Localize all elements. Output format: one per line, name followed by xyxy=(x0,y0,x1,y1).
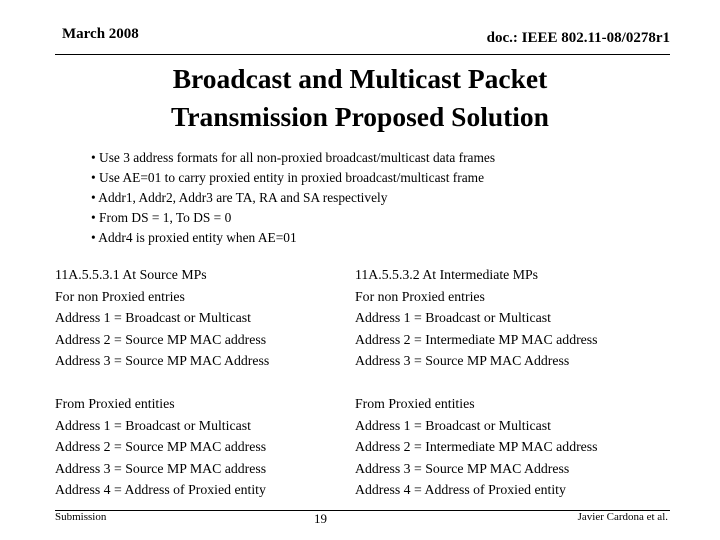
column-line: From Proxied entities xyxy=(355,396,475,411)
column-line: Address 1 = Broadcast or Multicast xyxy=(55,310,251,325)
bullet-item: • Use 3 address formats for all non-proxied broadcast/multicast data frames xyxy=(91,150,496,165)
column-line: Address 2 = Intermediate MP MAC address xyxy=(355,331,598,347)
column-line: Address 1 = Broadcast or Multicast xyxy=(355,310,551,325)
slide-title-line-2: Transmission Proposed Solution xyxy=(171,101,549,132)
column-line: Address 1 = Broadcast or Multicast xyxy=(55,417,251,433)
source-mp-column xyxy=(55,264,269,501)
column-line: Address 4 = Address of Proxied entity xyxy=(355,482,566,497)
column-line: Address 3 = Source MP MAC address xyxy=(55,460,267,476)
column-line: Address 3 = Source MP MAC Address xyxy=(355,460,570,476)
slide-title xyxy=(60,60,660,136)
column-line: For non Proxied entries xyxy=(55,288,185,304)
bullet-item: • Use AE=01 to carry proxied entity in proxied broadcast/multicast frame xyxy=(91,170,485,185)
footer-submission: Submission xyxy=(55,511,107,523)
intermediate-mp-heading: 11A.5.5.3.2 At Intermediate MPs xyxy=(355,267,539,282)
source-mp-heading: 11A.5.5.3.1 At Source MPs xyxy=(55,267,207,282)
intermediate-mp-column xyxy=(355,264,598,501)
bullet-item: • From DS = 1, To DS = 0 xyxy=(91,210,232,225)
column-line: For non Proxied entries xyxy=(355,288,485,304)
column-line: Address 3 = Source MP MAC Address xyxy=(355,353,570,368)
column-line: Address 1 = Broadcast or Multicast xyxy=(355,417,551,433)
bullet-item: • Addr1, Addr2, Addr3 are TA, RA and SA respectively xyxy=(91,190,388,205)
column-line: Address 2 = Source MP MAC address xyxy=(55,439,267,454)
header-date: March 2008 xyxy=(62,26,139,42)
slide-title-line-1: Broadcast and Multicast Packet xyxy=(172,63,548,94)
header-divider xyxy=(55,54,670,55)
column-line: Address 3 = Source MP MAC Address xyxy=(55,353,270,368)
page-number: 19 xyxy=(314,511,327,526)
bullet-item: • Addr4 is proxied entity when AE=01 xyxy=(91,230,297,245)
footer-author: Javier Cardona et al. xyxy=(577,511,668,523)
bullet-list xyxy=(91,148,495,248)
column-line: Address 4 = Address of Proxied entity xyxy=(55,482,266,497)
column-line: Address 2 = Source MP MAC address xyxy=(55,331,267,347)
column-spacer xyxy=(55,372,269,394)
header-doc-id: doc.: IEEE 802.11-08/0278r1 xyxy=(486,30,670,46)
column-spacer xyxy=(355,372,598,394)
column-line: From Proxied entities xyxy=(55,396,175,411)
column-line: Address 2 = Intermediate MP MAC address xyxy=(355,439,598,454)
